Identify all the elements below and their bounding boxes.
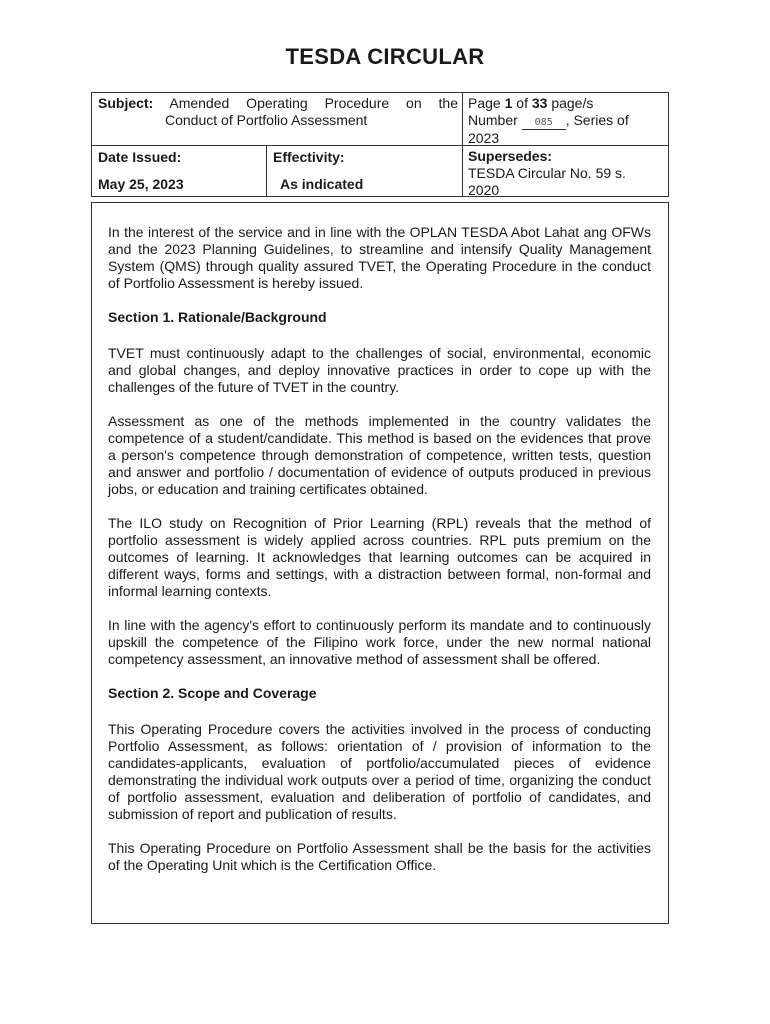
page-number-cell xyxy=(463,93,668,145)
section-1-paragraph-2: Assessment as one of the methods implemented in the country validates the competence of a student/candidate. This method is based on the evidences that prove a person's competence through demonstration of competence, written tests, question and answer and portfolio / documentation of evidence of outputs produced in previous jobs, or education and training certificates obtained. xyxy=(108,413,651,497)
header-row-dates xyxy=(92,146,668,196)
number-value: 085 xyxy=(522,117,566,130)
supersedes-line-2: 2020 xyxy=(468,182,500,198)
subject-cell xyxy=(92,93,463,145)
effectivity-value: As indicated xyxy=(280,176,364,192)
header-row-subject xyxy=(92,93,668,146)
subject-text-1: Amended Operating Procedure on the xyxy=(169,95,458,111)
effectivity-label: Effectivity: xyxy=(273,149,345,165)
page-word: Page xyxy=(468,95,501,111)
date-issued-label: Date Issued: xyxy=(98,149,182,165)
section-1-paragraph-3: The ILO study on Recognition of Prior Learning (RPL) reveals that the method of portfolio assessment is widely applied across countries. RPL puts premium on the outcomes of learning. It acknowledges that learning outcomes can be acquired in different ways, forms and settings, with a distraction between formal, non-formal and informal learning contexts. xyxy=(108,515,651,599)
series-text: , Series of xyxy=(565,112,629,128)
circular-number xyxy=(468,112,664,130)
page-of: of xyxy=(516,95,528,111)
section-2-heading: Section 2. Scope and Coverage xyxy=(108,685,317,701)
intro-paragraph: In the interest of the service and in line with the OPLAN TESDA Abot Lahat ang OFWs and the 2023 Planning Guidelines, to streamline and intensify Quality Management System (QMS) through quality assured TVET, the Operating Procedure in the conduct of Portfolio Assessment is hereby issued. xyxy=(108,224,651,291)
supersedes-line-1: TESDA Circular No. 59 s. xyxy=(468,165,626,181)
section-1-paragraph-1: TVET must continuously adapt to the challenges of social, environmental, economic and global changes, and deploy innovative practices in order to cope up with the challenges of the future of TVET in the country. xyxy=(108,345,651,395)
date-issued-cell xyxy=(92,146,267,196)
page-suffix: page/s xyxy=(551,95,594,111)
subject-text-2: Conduct of Portfolio Assessment xyxy=(165,112,368,128)
section-2-paragraph-2: This Operating Procedure on Portfolio Assessment shall be the basis for the activities of the Operating Unit which is the Certification Office. xyxy=(108,840,651,873)
header-table xyxy=(91,92,669,197)
subject-label: Subject: xyxy=(98,95,154,111)
section-2-paragraph-1: This Operating Procedure covers the activities involved in the process of conducting Portfolio Assessment, as follows: orientation of / provision of information to the candidates-applicants, evaluation of portfolio/accumulated pieces of evidence demonstrating the individual work outputs over a period of time, organizing the conduct of portfolio assessment, evaluation and deliberation of portfolio of candidates, and submission of report and publication of results. xyxy=(108,721,651,822)
section-1-paragraph-4: In line with the agency's effort to continuously perform its mandate and to continuously upskill the competence of the Filipino work force, under the new normal national competency assessment, an innovative method of assessment shall be offered. xyxy=(108,617,651,667)
page-count xyxy=(468,95,664,112)
supersedes-cell xyxy=(463,146,668,196)
date-issued-value: May 25, 2023 xyxy=(98,176,184,192)
document-body xyxy=(108,224,651,891)
effectivity-cell xyxy=(267,146,463,196)
series-year: 2023 xyxy=(468,130,500,146)
section-1-heading: Section 1. Rationale/Background xyxy=(108,309,327,325)
document-title: TESDA CIRCULAR xyxy=(285,44,485,69)
subject-line-1 xyxy=(98,95,458,112)
supersedes-label: Supersedes: xyxy=(468,148,553,164)
page-current: 1 xyxy=(504,95,513,111)
page-total: 33 xyxy=(531,95,548,111)
number-label: Number xyxy=(468,112,518,128)
